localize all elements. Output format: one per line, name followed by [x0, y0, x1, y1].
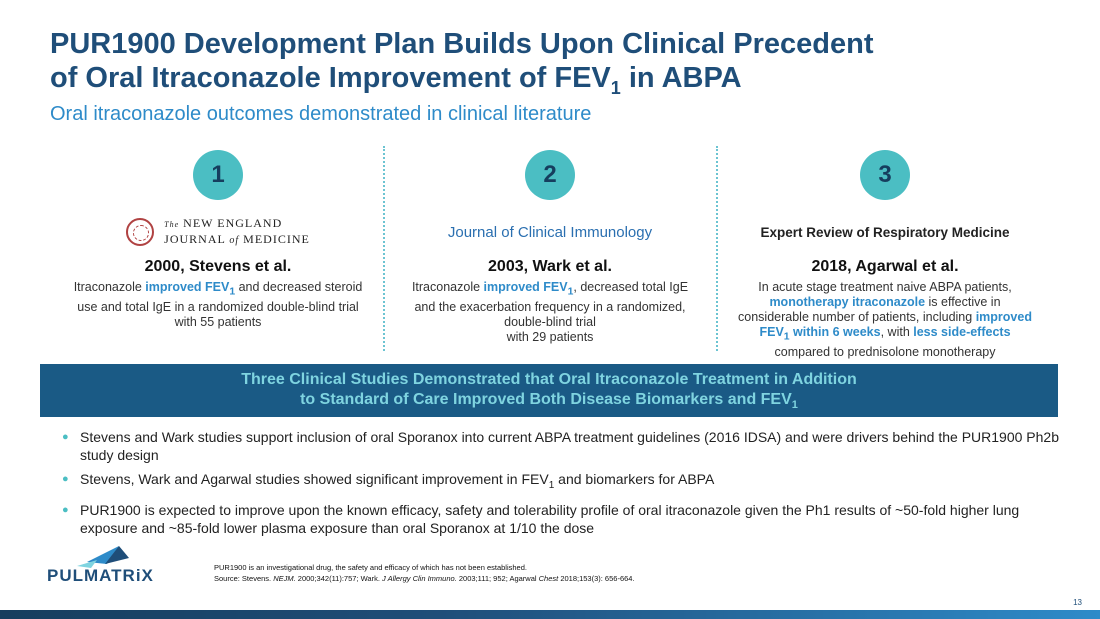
- desc-text: with 29 patients: [506, 329, 594, 344]
- desc-highlight-text: improved FEV: [483, 280, 568, 294]
- nejm-of: of: [229, 235, 240, 246]
- study-heading: 2003, Wark et al.: [488, 258, 612, 275]
- bullet-item: ● PUR1900 is expected to improve upon the known efficacy, safety and tolerability profile of oral itraconazole given the Ph1 results of ~50-fold higher lung exposure and ~85-fold lower plasma exposure than oral Sporanox at 1/10 the dose: [62, 501, 1062, 537]
- desc-highlight: monotherapy itraconazole: [769, 295, 926, 309]
- banner-line-2: [40, 390, 1058, 415]
- desc-subscript: 1: [567, 286, 574, 298]
- footnote: [214, 562, 635, 584]
- journal-name: [400, 212, 700, 252]
- desc-subscript: 1: [229, 286, 236, 298]
- title-line-2-text: of Oral Itraconazole Improvement of FEV: [50, 62, 611, 94]
- desc-highlight-text: improved FEV: [145, 280, 230, 294]
- bullet-text: Stevens, Wark and Agarwal studies showed significant improvement in FEV: [80, 471, 549, 487]
- study-heading: 2000, Stevens et al.: [144, 258, 292, 275]
- nejm-seal-icon: [126, 218, 154, 246]
- page-subtitle: Oral itraconazole outcomes demonstrated in clinical literature: [50, 103, 592, 125]
- nejm-journal: JOURNAL: [164, 232, 226, 246]
- summary-banner: [40, 364, 1058, 417]
- number-badge: 3: [860, 150, 910, 200]
- footnote-source: [214, 573, 635, 584]
- company-logo-text: PULMATRiX: [47, 566, 154, 585]
- nejm-the: The: [164, 220, 180, 229]
- desc-highlight: less side-effects: [913, 325, 1011, 339]
- desc-highlight-text: improved FEV: [759, 310, 1032, 339]
- page-number: 13: [1073, 598, 1082, 607]
- study-description: [400, 280, 700, 345]
- bullet-subscript: 1: [548, 479, 555, 491]
- desc-highlight: [145, 280, 236, 298]
- bullet-item: [62, 470, 1062, 495]
- study-description: [735, 280, 1035, 360]
- title-subscript: 1: [610, 77, 621, 98]
- source-journal: Chest: [538, 574, 559, 583]
- column-divider: [383, 146, 385, 351]
- column-divider: [716, 146, 718, 351]
- journal-title: Journal of Clinical Immunology: [447, 223, 653, 241]
- source-text: Source: Stevens.: [214, 574, 274, 583]
- nejm-medicine: MEDICINE: [243, 232, 310, 246]
- number-badge: 1: [193, 150, 243, 200]
- desc-text: Itraconazole: [73, 280, 146, 294]
- study-column-wark: [400, 150, 700, 345]
- title-line-2-suffix: in ABPA: [620, 62, 742, 94]
- desc-text: , decreased total IgE and the exacerbation frequency in a randomized, double-blind trial: [414, 280, 689, 329]
- source-journal: NEJM.: [273, 574, 296, 583]
- journal-title: Expert Review of Respiratory Medicine: [760, 224, 1010, 240]
- desc-text: In acute stage treatment naive ABPA patients,: [758, 280, 1012, 294]
- title-line-2: [50, 61, 1070, 105]
- source-text: 2018;153(3): 656-664.: [558, 574, 635, 583]
- source-text: 2003;111; 952; Agarwal: [456, 574, 539, 583]
- bullet-list: [62, 428, 1062, 543]
- study-heading: 2018, Agarwal et al.: [811, 258, 959, 275]
- nejm-logo: [68, 212, 368, 252]
- study-description: [68, 280, 368, 330]
- page-title: [50, 27, 1070, 105]
- source-text: 2000;342(11):757; Wark.: [295, 574, 383, 583]
- desc-text: compared to prednisolone monotherapy: [774, 344, 996, 359]
- desc-highlight: [483, 280, 574, 298]
- desc-highlight-text: within 6 weeks: [789, 325, 881, 339]
- study-column-agarwal: [735, 150, 1035, 360]
- bullet-text: and biomarkers for ABPA: [554, 471, 715, 487]
- number-badge: 2: [525, 150, 575, 200]
- footnote-disclaimer: PUR1900 is an investigational drug, the safety and efficacy of which has not been established.: [214, 563, 527, 572]
- title-line-1: PUR1900 Development Plan Builds Upon Clinical Precedent: [50, 28, 874, 60]
- desc-text: and decreased steroid use and total IgE in a randomized double-blind trial with 55 patients: [77, 280, 363, 329]
- desc-text: , with: [880, 325, 914, 339]
- study-column-stevens: [68, 150, 368, 330]
- journal-name: [735, 212, 1035, 252]
- bullet-item: ● Stevens and Wark studies support inclusion of oral Sporanox into current ABPA treatment guidelines (2016 IDSA) and were drivers behind the PUR1900 Ph2b study design: [62, 428, 1062, 464]
- desc-text: is effective in considerable number of patients, including: [738, 295, 1001, 324]
- banner-line-1: Three Clinical Studies Demonstrated that Oral Itraconazole Treatment in Addition: [241, 371, 857, 388]
- banner-line-2-text: to Standard of Care Improved Both Disease Biomarkers and FEV: [300, 391, 792, 408]
- bottom-accent-bar: [0, 610, 1100, 619]
- banner-subscript: 1: [791, 399, 798, 412]
- desc-text: Itraconazole: [411, 280, 484, 294]
- desc-subscript: 1: [783, 331, 790, 343]
- source-journal: J Allergy Clin Immuno.: [382, 574, 457, 583]
- nejm-line-1: NEW ENGLAND: [183, 216, 283, 230]
